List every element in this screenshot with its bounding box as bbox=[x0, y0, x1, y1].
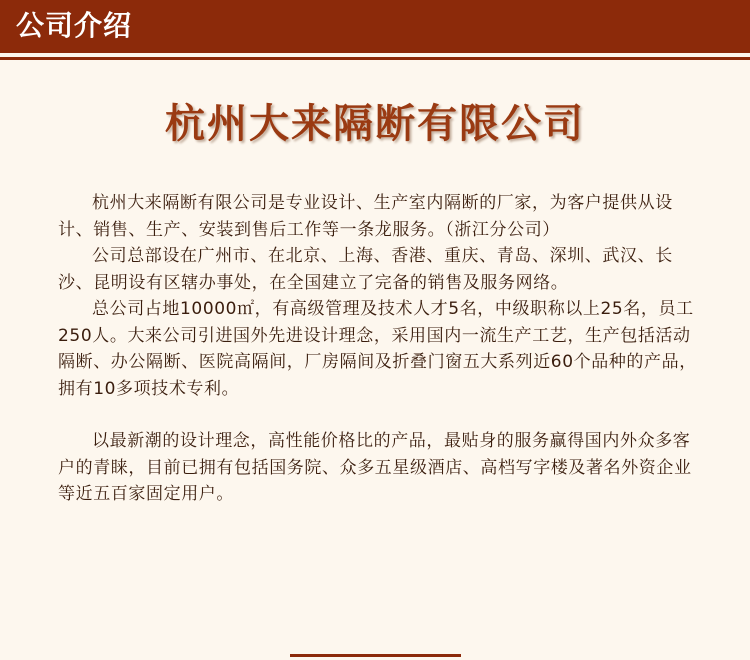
intro-paragraph-1: 杭州大来隔断有限公司是专业设计、生产室内隔断的厂家，为客户提供从设计、销售、生产、安装到售后工作等一条龙服务。（浙江分公司） bbox=[58, 193, 673, 240]
company-introduction-text bbox=[58, 190, 698, 508]
section-header-bar bbox=[0, 0, 750, 53]
intro-paragraph-4: 以最新潮的设计理念，高性能价格比的产品，最贴身的服务赢得国内外众多客户的青睐，目前已拥有包括国务院、众多五星级酒店、高档写字楼及著名外资企业等近五百家固定用户。 bbox=[58, 431, 692, 504]
section-title: 公司介绍 bbox=[16, 9, 133, 42]
intro-paragraph-2: 公司总部设在广州市、在北京、上海、香港、重庆、青岛、深圳、武汉、长沙、昆明设有区辖办事处，在全国建立了完备的销售及服务网络。 bbox=[58, 246, 673, 293]
footer-divider bbox=[290, 654, 461, 657]
header-divider bbox=[0, 57, 750, 60]
company-name-heading: 杭州大来隔断有限公司 bbox=[165, 101, 585, 147]
intro-paragraph-3: 总公司占地10000㎡，有高级管理及技术人才5名，中级职称以上25名，员工250人。大来公司引进国外先进设计理念，采用国内一流生产工艺，生产包括活动隔断、办公隔断、医院高隔间，厂房隔间及折叠门窗五大系列近60个品种的产品，拥有10多项技术专利。 bbox=[58, 299, 697, 399]
